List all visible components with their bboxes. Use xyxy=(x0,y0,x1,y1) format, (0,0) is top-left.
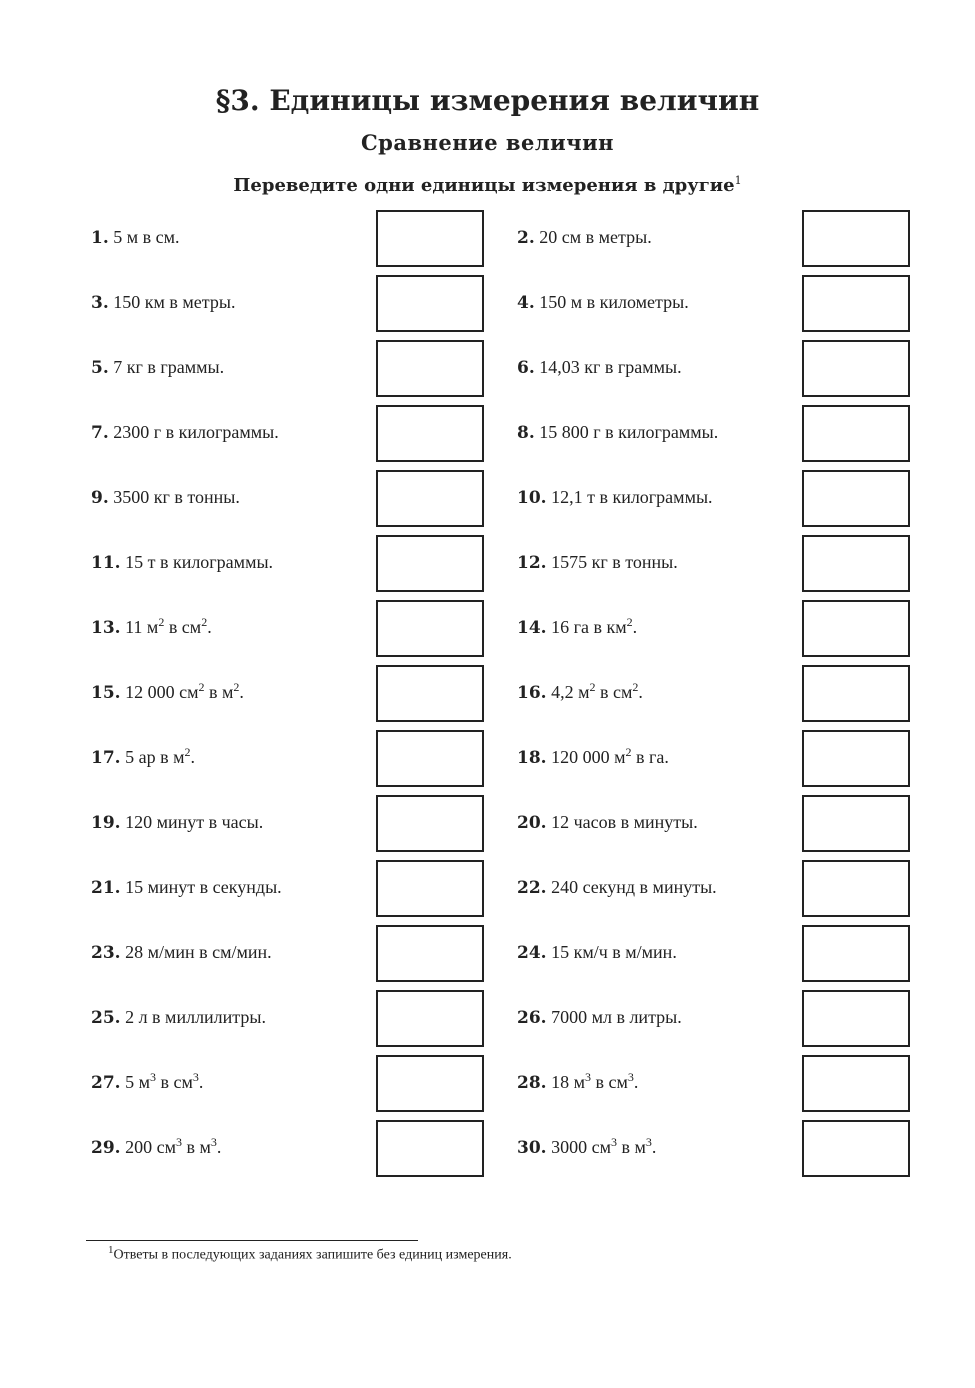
exercise-number: 4. xyxy=(517,293,535,313)
exercise-number: 21. xyxy=(91,878,121,898)
exercise-prompt: 200 см xyxy=(125,1137,176,1157)
unit-exponent: 3 xyxy=(210,1135,217,1149)
exercise-row xyxy=(0,925,975,990)
answer-box[interactable] xyxy=(376,1120,484,1177)
exercise-prompt: в см xyxy=(590,1072,628,1092)
exercise-row xyxy=(0,470,975,535)
answer-box[interactable] xyxy=(376,860,484,917)
unit-exponent: 3 xyxy=(627,1070,634,1084)
exercise-row xyxy=(0,795,975,860)
unit-exponent: 3 xyxy=(192,1070,199,1084)
exercise-prompt: 11 м xyxy=(125,617,159,637)
exercise-number: 1. xyxy=(91,228,109,248)
exercise-number: 30. xyxy=(517,1138,547,1158)
exercise-row xyxy=(0,600,975,665)
page-title: §3. Единицы измерения величин xyxy=(215,84,760,117)
exercise-row xyxy=(0,730,975,795)
exercise-number: 25. xyxy=(91,1008,121,1028)
exercise-row xyxy=(0,340,975,405)
exercise-text xyxy=(517,877,717,898)
answer-box[interactable] xyxy=(802,210,910,267)
exercise-number: 29. xyxy=(91,1138,121,1158)
exercise-number: 3. xyxy=(91,293,109,313)
exercise-number: 17. xyxy=(91,748,121,768)
answer-box[interactable] xyxy=(802,275,910,332)
exercise-prompt: 5 ар в м xyxy=(125,747,185,767)
exercise-number: 16. xyxy=(517,683,547,703)
exercise-number: 20. xyxy=(517,813,547,833)
answer-box[interactable] xyxy=(376,925,484,982)
exercise-prompt: 5 м в см. xyxy=(113,227,180,247)
footnote-number: 1 xyxy=(108,1244,114,1256)
exercise-prompt: . xyxy=(633,1072,639,1092)
exercise-prompt: в м xyxy=(204,682,234,702)
exercise-row xyxy=(0,275,975,340)
exercise-text xyxy=(91,357,224,378)
exercise-prompt: 150 м в километры. xyxy=(539,292,689,312)
exercise-text xyxy=(91,747,195,768)
exercise-text xyxy=(517,227,652,248)
answer-box[interactable] xyxy=(802,1120,910,1177)
footnote-rule xyxy=(86,1240,418,1241)
unit-exponent: 2 xyxy=(632,680,639,694)
answer-box[interactable] xyxy=(376,210,484,267)
exercise-prompt: . xyxy=(632,617,638,637)
exercise-text xyxy=(517,1072,638,1093)
exercise-prompt: в см xyxy=(595,682,633,702)
answer-box[interactable] xyxy=(802,925,910,982)
unit-exponent: 3 xyxy=(584,1070,591,1084)
exercise-text xyxy=(91,682,244,703)
exercise-prompt: 120 минут в часы. xyxy=(125,812,264,832)
exercise-number: 11. xyxy=(91,553,121,573)
exercise-prompt: 12 000 см xyxy=(125,682,199,702)
exercise-prompt: 14,03 кг в граммы. xyxy=(539,357,682,377)
exercise-row xyxy=(0,210,975,275)
unit-exponent: 3 xyxy=(610,1135,617,1149)
answer-box[interactable] xyxy=(802,665,910,722)
exercise-prompt: 2300 г в килограммы. xyxy=(113,422,279,442)
answer-box[interactable] xyxy=(802,730,910,787)
answer-box[interactable] xyxy=(802,535,910,592)
unit-exponent: 2 xyxy=(198,680,205,694)
exercise-row xyxy=(0,990,975,1055)
exercise-prompt: 15 800 г в килограммы. xyxy=(539,422,719,442)
answer-box[interactable] xyxy=(376,340,484,397)
exercise-number: 9. xyxy=(91,488,109,508)
exercise-number: 28. xyxy=(517,1073,547,1093)
exercise-prompt: . xyxy=(198,1072,204,1092)
exercise-text xyxy=(517,487,713,508)
exercise-prompt: 20 см в метры. xyxy=(539,227,652,247)
section-subtitle: Сравнение величин xyxy=(360,130,615,155)
exercise-text xyxy=(91,942,272,963)
exercise-prompt: 15 т в килограммы. xyxy=(125,552,274,572)
exercise-text xyxy=(517,422,718,443)
exercise-text xyxy=(91,812,263,833)
exercise-row xyxy=(0,405,975,470)
answer-box[interactable] xyxy=(802,405,910,462)
exercise-text xyxy=(517,747,669,768)
exercise-prompt: в га. xyxy=(631,747,669,767)
exercise-prompt: 12,1 т в килограммы. xyxy=(551,487,713,507)
exercise-prompt: 7 кг в граммы. xyxy=(113,357,225,377)
exercise-prompt: . xyxy=(216,1137,222,1157)
exercise-text xyxy=(91,617,212,638)
exercise-prompt: 15 минут в секунды. xyxy=(125,877,282,897)
instruction-text: Переведите одни единицы измерения в другие xyxy=(233,175,735,196)
exercise-prompt: . xyxy=(239,682,244,702)
exercise-prompt: в м xyxy=(616,1137,646,1157)
exercise-text xyxy=(517,617,637,638)
exercise-prompt: 3500 кг в тонны. xyxy=(113,487,240,507)
unit-exponent: 2 xyxy=(589,680,596,694)
unit-exponent: 3 xyxy=(175,1135,182,1149)
exercise-prompt: 7000 мл в литры. xyxy=(551,1007,682,1027)
exercise-text xyxy=(91,552,273,573)
exercise-prompt: 1575 кг в тонны. xyxy=(551,552,678,572)
exercise-text xyxy=(517,682,643,703)
exercise-prompt: 3000 см xyxy=(551,1137,611,1157)
exercise-number: 27. xyxy=(91,1073,121,1093)
exercise-number: 14. xyxy=(517,618,547,638)
exercise-number: 22. xyxy=(517,878,547,898)
unit-exponent: 2 xyxy=(158,615,165,629)
answer-box[interactable] xyxy=(376,275,484,332)
exercise-number: 24. xyxy=(517,943,547,963)
exercise-prompt: в м xyxy=(181,1137,211,1157)
unit-exponent: 2 xyxy=(233,680,240,694)
answer-box[interactable] xyxy=(802,1055,910,1112)
footnote xyxy=(108,1244,512,1264)
exercise-prompt: в см xyxy=(164,617,202,637)
answer-box[interactable] xyxy=(802,600,910,657)
exercise-grid xyxy=(0,210,975,1185)
unit-exponent: 2 xyxy=(625,745,632,759)
exercise-prompt: 4,2 м xyxy=(551,682,590,702)
answer-box[interactable] xyxy=(376,795,484,852)
exercise-text xyxy=(91,1007,266,1028)
exercise-prompt: 150 км в метры. xyxy=(113,292,236,312)
exercise-number: 15. xyxy=(91,683,121,703)
exercise-number: 8. xyxy=(517,423,535,443)
exercise-prompt: . xyxy=(638,682,643,702)
exercise-text xyxy=(517,552,678,573)
answer-box[interactable] xyxy=(802,795,910,852)
answer-box[interactable] xyxy=(802,470,910,527)
answer-box[interactable] xyxy=(376,730,484,787)
answer-box[interactable] xyxy=(376,535,484,592)
exercise-row xyxy=(0,1120,975,1185)
exercise-number: 6. xyxy=(517,358,535,378)
exercise-text xyxy=(517,1137,656,1158)
exercise-number: 23. xyxy=(91,943,121,963)
exercise-number: 26. xyxy=(517,1008,547,1028)
exercise-number: 2. xyxy=(517,228,535,248)
answer-box[interactable] xyxy=(376,405,484,462)
exercise-number: 12. xyxy=(517,553,547,573)
answer-box[interactable] xyxy=(376,990,484,1047)
exercise-prompt: . xyxy=(207,617,212,637)
unit-exponent: 3 xyxy=(645,1135,652,1149)
exercise-prompt: 120 000 м xyxy=(551,747,626,767)
exercise-number: 7. xyxy=(91,423,109,443)
exercise-number: 18. xyxy=(517,748,547,768)
exercise-text xyxy=(517,357,682,378)
unit-exponent: 2 xyxy=(626,615,633,629)
exercise-prompt: 240 секунд в минуты. xyxy=(551,877,717,897)
exercise-row xyxy=(0,860,975,925)
exercise-text xyxy=(91,422,279,443)
exercise-row xyxy=(0,535,975,600)
unit-exponent: 2 xyxy=(201,615,208,629)
exercise-number: 19. xyxy=(91,813,121,833)
exercise-text xyxy=(91,292,235,313)
exercise-text xyxy=(517,1007,682,1028)
exercise-prompt: 5 м xyxy=(125,1072,150,1092)
unit-exponent: 3 xyxy=(149,1070,156,1084)
exercise-text xyxy=(91,487,240,508)
exercise-prompt: 28 м/мин в см/мин. xyxy=(125,942,272,962)
exercise-prompt: . xyxy=(651,1137,657,1157)
instruction xyxy=(0,174,975,196)
exercise-prompt: в см xyxy=(155,1072,193,1092)
exercise-text xyxy=(517,812,698,833)
exercise-number: 10. xyxy=(517,488,547,508)
exercise-text xyxy=(517,942,677,963)
answer-box[interactable] xyxy=(802,990,910,1047)
exercise-prompt: . xyxy=(190,747,195,767)
answer-box[interactable] xyxy=(802,860,910,917)
exercise-text xyxy=(91,877,282,898)
answer-box[interactable] xyxy=(802,340,910,397)
footnote-text: Ответы в последующих заданиях запишите без единиц измерения. xyxy=(113,1247,512,1263)
exercise-prompt: 12 часов в минуты. xyxy=(551,812,698,832)
answer-box[interactable] xyxy=(376,470,484,527)
answer-box[interactable] xyxy=(376,1055,484,1112)
exercise-prompt: 2 л в миллилитры. xyxy=(125,1007,266,1027)
answer-box[interactable] xyxy=(376,600,484,657)
exercise-text xyxy=(91,1072,203,1093)
exercise-text xyxy=(91,227,180,248)
exercise-number: 13. xyxy=(91,618,121,638)
footnote-mark: 1 xyxy=(734,174,742,187)
unit-exponent: 2 xyxy=(184,745,191,759)
exercise-row xyxy=(0,665,975,730)
answer-box[interactable] xyxy=(376,665,484,722)
exercise-prompt: 15 км/ч в м/мин. xyxy=(551,942,677,962)
exercise-text xyxy=(91,1137,221,1158)
exercise-row xyxy=(0,1055,975,1120)
exercise-prompt: 18 м xyxy=(551,1072,585,1092)
exercise-text xyxy=(517,292,689,313)
exercise-number: 5. xyxy=(91,358,109,378)
exercise-prompt: 16 га в км xyxy=(551,617,627,637)
